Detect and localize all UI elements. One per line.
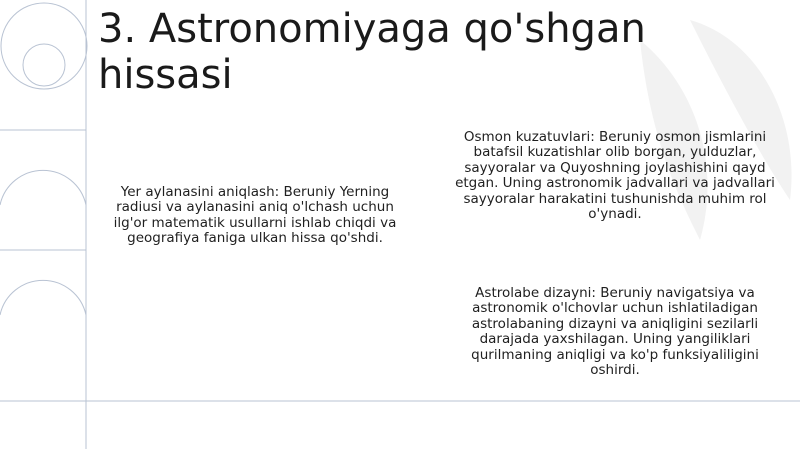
deco-arc-lower	[0, 280, 86, 315]
slide-title: 3. Astronomiyaga qo'shgan hissasi	[98, 6, 646, 98]
deco-arc-middle	[0, 170, 86, 205]
text-block-earth-circumference: Yer aylanasini aniqlash: Beruniy Yerning radiusi va aylanasini aniq o'lchash uchun ilg'or matematik usullarni ishlab chiqdi va geografiya faniga ulkan hissa qo'shdi.	[113, 184, 397, 247]
text-block-astrolabe: Astrolabe dizayni: Beruniy navigatsiya va astronomik o'lchovlar uchun ishlatiladigan astrolabaning dizayni va aniqligini sezilarli darajada yaxshilagan. Uning yangiliklari qurilmaning aniqligi va ko'p funksiyaliligini oshirdi.	[471, 285, 759, 379]
text-block-sky-observations: Osmon kuzatuvlari: Beruniy osmon jismlarini batafsil kuzatishlar olib borgan, yulduzlar, sayyoralar va Quyoshning joylashishini qayd etgan. Uning astronomik jadvallari va jadvallari sayyoralar harakatini tushunishda muhim rol o'ynadi.	[455, 129, 775, 223]
deco-circle-small	[23, 44, 65, 86]
deco-circle-large	[1, 3, 87, 89]
